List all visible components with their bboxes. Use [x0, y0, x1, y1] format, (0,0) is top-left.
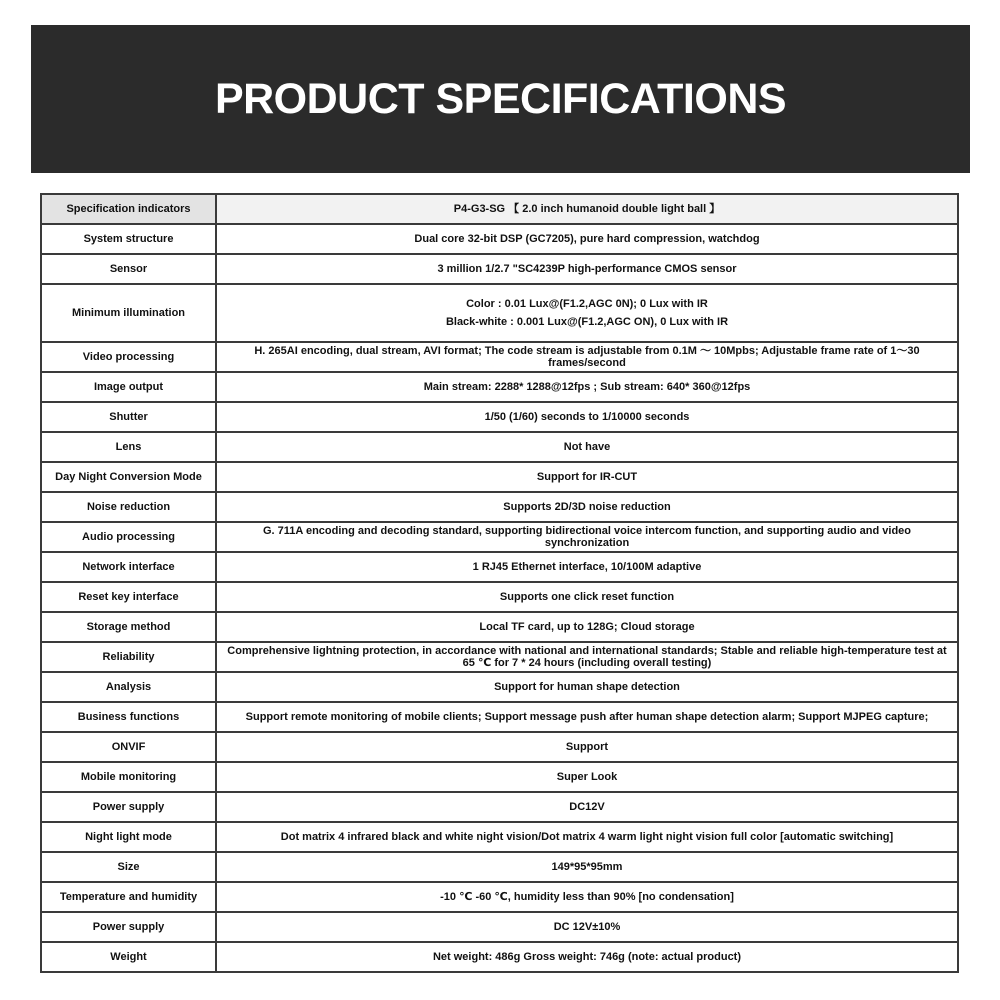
spec-value: Support remote monitoring of mobile clients; Support message push after human shape detection alarm; Support MJPEG capture;: [216, 702, 958, 732]
spec-value: -10 ℃ -60 ℃, humidity less than 90% [no condensation]: [216, 882, 958, 912]
spec-value: Main stream: 2288* 1288@12fps ; Sub stream: 640* 360@12fps: [216, 372, 958, 402]
table-row: [41, 284, 958, 342]
spec-label: Business functions: [41, 702, 216, 732]
table-row: [41, 582, 958, 612]
spec-label: Storage method: [41, 612, 216, 642]
spec-label: Analysis: [41, 672, 216, 702]
header-value-cell: P4-G3-SG 【 2.0 inch humanoid double light ball 】: [216, 194, 958, 224]
spec-value: Support: [216, 732, 958, 762]
table-row: [41, 552, 958, 582]
spec-label: Temperature and humidity: [41, 882, 216, 912]
spec-label: Weight: [41, 942, 216, 972]
spec-label: Image output: [41, 372, 216, 402]
spec-label: Video processing: [41, 342, 216, 372]
spec-value: Comprehensive lightning protection, in accordance with national and international standards; Stable and reliable high-temperature test at 65 ℃ for 7 * 24 hours (including overall testing): [216, 642, 958, 672]
table-row: [41, 462, 958, 492]
spec-value: Dot matrix 4 infrared black and white night vision/Dot matrix 4 warm light night vision full color [automatic switching]: [216, 822, 958, 852]
table-row: [41, 522, 958, 552]
spec-label: Reliability: [41, 642, 216, 672]
spec-value: Supports 2D/3D noise reduction: [216, 492, 958, 522]
spec-label: Size: [41, 852, 216, 882]
spec-value: Supports one click reset function: [216, 582, 958, 612]
table-row: [41, 912, 958, 942]
spec-value: Dual core 32-bit DSP (GC7205), pure hard compression, watchdog: [216, 224, 958, 254]
spec-value: Support for IR-CUT: [216, 462, 958, 492]
table-row: [41, 642, 958, 672]
spec-value: 3 million 1/2.7 "SC4239P high-performance CMOS sensor: [216, 254, 958, 284]
table-row: [41, 792, 958, 822]
specifications-table: [40, 193, 959, 973]
table-row: [41, 942, 958, 972]
spec-value: Net weight: 486g Gross weight: 746g (note: actual product): [216, 942, 958, 972]
table-row: [41, 822, 958, 852]
table-header-row: [41, 194, 958, 224]
spec-value: Not have: [216, 432, 958, 462]
table-row: [41, 254, 958, 284]
spec-value: 1 RJ45 Ethernet interface, 10/100M adaptive: [216, 552, 958, 582]
spec-label: Sensor: [41, 254, 216, 284]
spec-label: Night light mode: [41, 822, 216, 852]
table-row: [41, 702, 958, 732]
table-row: [41, 224, 958, 254]
spec-value: Super Look: [216, 762, 958, 792]
title-banner: [31, 25, 970, 173]
spec-value: 1/50 (1/60) seconds to 1/10000 seconds: [216, 402, 958, 432]
table-row: [41, 432, 958, 462]
spec-value: DC12V: [216, 792, 958, 822]
spec-label: Minimum illumination: [41, 284, 216, 342]
spec-label: ONVIF: [41, 732, 216, 762]
spec-label: System structure: [41, 224, 216, 254]
spec-label: Mobile monitoring: [41, 762, 216, 792]
spec-value: [216, 284, 958, 342]
table-row: [41, 492, 958, 522]
spec-value: Support for human shape detection: [216, 672, 958, 702]
illumination-bw-line: Black-white : 0.001 Lux@(F1.2,AGC ON), 0 Lux with IR: [445, 316, 729, 328]
spec-value: G. 711A encoding and decoding standard, supporting bidirectional voice intercom function, and supporting audio and video synchronization: [216, 522, 958, 552]
spec-label: Reset key interface: [41, 582, 216, 612]
table-row: [41, 882, 958, 912]
table-row: [41, 672, 958, 702]
spec-label: Network interface: [41, 552, 216, 582]
spec-value: Local TF card, up to 128G; Cloud storage: [216, 612, 958, 642]
table-row: [41, 852, 958, 882]
table-row: [41, 342, 958, 372]
spec-label: Audio processing: [41, 522, 216, 552]
page-title: PRODUCT SPECIFICATIONS: [214, 74, 787, 123]
table-row: [41, 612, 958, 642]
illumination-color-line: Color : 0.01 Lux@(F1.2,AGC 0N); 0 Lux with IR: [466, 298, 708, 310]
spec-label: Noise reduction: [41, 492, 216, 522]
spec-value: H. 265AI encoding, dual stream, AVI format; The code stream is adjustable from 0.1M ～ 10Mpbs; Adjustable frame rate of 1～30 frames/second: [216, 342, 958, 372]
table-row: [41, 762, 958, 792]
table-row: [41, 402, 958, 432]
spec-value: DC 12V±10%: [216, 912, 958, 942]
spec-label: Power supply: [41, 912, 216, 942]
spec-label: Lens: [41, 432, 216, 462]
spec-label: Power supply: [41, 792, 216, 822]
spec-label: Day Night Conversion Mode: [41, 462, 216, 492]
spec-value: 149*95*95mm: [216, 852, 958, 882]
header-label-cell: Specification indicators: [41, 194, 216, 224]
spec-label: Shutter: [41, 402, 216, 432]
table-row: [41, 372, 958, 402]
table-row: [41, 732, 958, 762]
